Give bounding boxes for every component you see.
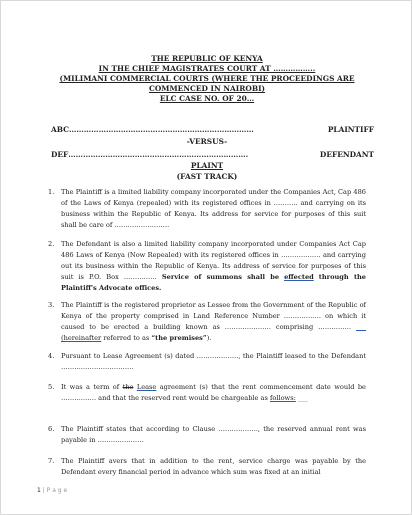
paragraph-text: referred to as (103, 334, 150, 342)
paragraph-number: 5. (48, 383, 55, 391)
paragraph-text: The Plaintiff is the registered proprietor as Lessee from the Government of the Republic of Kenya of the property comprised in Land Reference Number …………….. on which it caused to be erected a building known as ………………… comprising …………… (61, 301, 366, 331)
paragraph-text-bold-underlined: effected (284, 273, 314, 281)
paragraph-number: 6. (48, 425, 55, 433)
paragraph-text: ). (206, 334, 212, 342)
paragraph-3 (48, 300, 366, 344)
document-title: PLAINT (190, 161, 224, 170)
paragraph-number: 7. (48, 457, 55, 465)
paragraph-number: 1. (48, 188, 55, 196)
versus-label: -VERSUS- (186, 137, 228, 146)
paragraph-text-blank: ___ (356, 323, 366, 331)
paragraph-text: The Plaintiff states that according to Clause ………………, the reserved annual rent was payable in ………………… (61, 425, 366, 444)
page-footer (37, 487, 67, 494)
heading-republic: THE REPUBLIC OF KENYA (151, 54, 263, 63)
paragraph-text-underlined: (hereinafter (61, 334, 102, 342)
paragraph-4 (48, 351, 366, 373)
heading-milimani: (MILIMANI COMMERCIAL COURTS (WHERE THE PROCEEDINGS ARE (59, 74, 355, 83)
page-number: 1 (37, 487, 41, 494)
paragraph-number: 4. (48, 352, 55, 360)
paragraph-number: 2. (48, 240, 55, 248)
paragraph-text-bold: Service of summons shall be (161, 273, 280, 281)
paragraph-text-bold: through the Plaintiff's Advocate offices. (61, 273, 366, 292)
paragraph-text-underlined: Lease (136, 383, 157, 391)
paragraph-text: Pursuant to Lease Agreement (s) dated ………………., the Plaintiff leased to the Defendant …………………………… (61, 352, 366, 371)
paragraph-5 (48, 382, 366, 404)
paragraph-text: The Defendant is also a limited liability company incorporated under Companies Act Cap 486 Laws of Kenya (Now Repealed) with its registered offices in ……………… and carrying out its business within the Republic of Kenya. Its address of service for purposes of this suit is P.O. Box …………… (61, 240, 366, 281)
plaintiff-name: ABC………………………………………………………………… (51, 125, 254, 134)
paragraph-2 (48, 239, 366, 294)
paragraph-6 (48, 424, 366, 446)
defendant-name: DEF………………………………………………………………. (51, 150, 249, 159)
paragraph-1 (48, 187, 366, 231)
paragraph-text: The Plaintiff avers that in addition to the rent, service charge was payable by the Defendant every financial period in advance which sum was fixed at an initial (61, 457, 366, 476)
heading-court: IN THE CHIEF MAGISTRATES COURT AT …………….. (98, 64, 316, 73)
paragraph-text-bold: “the premises” (151, 334, 207, 342)
footer-separator: | (40, 487, 47, 494)
defendant-line (51, 150, 374, 160)
paragraph-text: The Plaintiff is a limited liability company incorporated under the Companies Act, Cap 486 of the Laws of Kenya (repealed) with its registered offices in ……….. and carrying on its business within the Republic of Kenya. Its address for service for purposes of this suit shall be care of ……………………. (61, 188, 366, 229)
paragraph-text-underlined: follows: (269, 394, 296, 402)
plaintiff-label: PLAINTIFF (327, 125, 374, 134)
document-subtitle: (FAST TRACK) (176, 172, 238, 181)
paragraph-text-struck: the (122, 383, 134, 391)
paragraph-text-blank: ___ (297, 394, 308, 402)
paragraph-text: It was a term of (61, 383, 120, 391)
heading-case-number: ELC CASE NO. OF 20… (159, 94, 255, 103)
defendant-label: DEFENDANT (319, 150, 374, 159)
paragraph-text: agreement (s) that the rent commencement date would be ……………. and that the reserved rent would be chargeable as (61, 383, 366, 402)
paragraph-7 (48, 456, 366, 478)
paragraph-number: 3. (48, 301, 55, 309)
plaintiff-line (51, 125, 374, 135)
page-word: P a g e (46, 487, 68, 494)
heading-nairobi: COMMENCED IN NAIROBI) (148, 84, 266, 93)
